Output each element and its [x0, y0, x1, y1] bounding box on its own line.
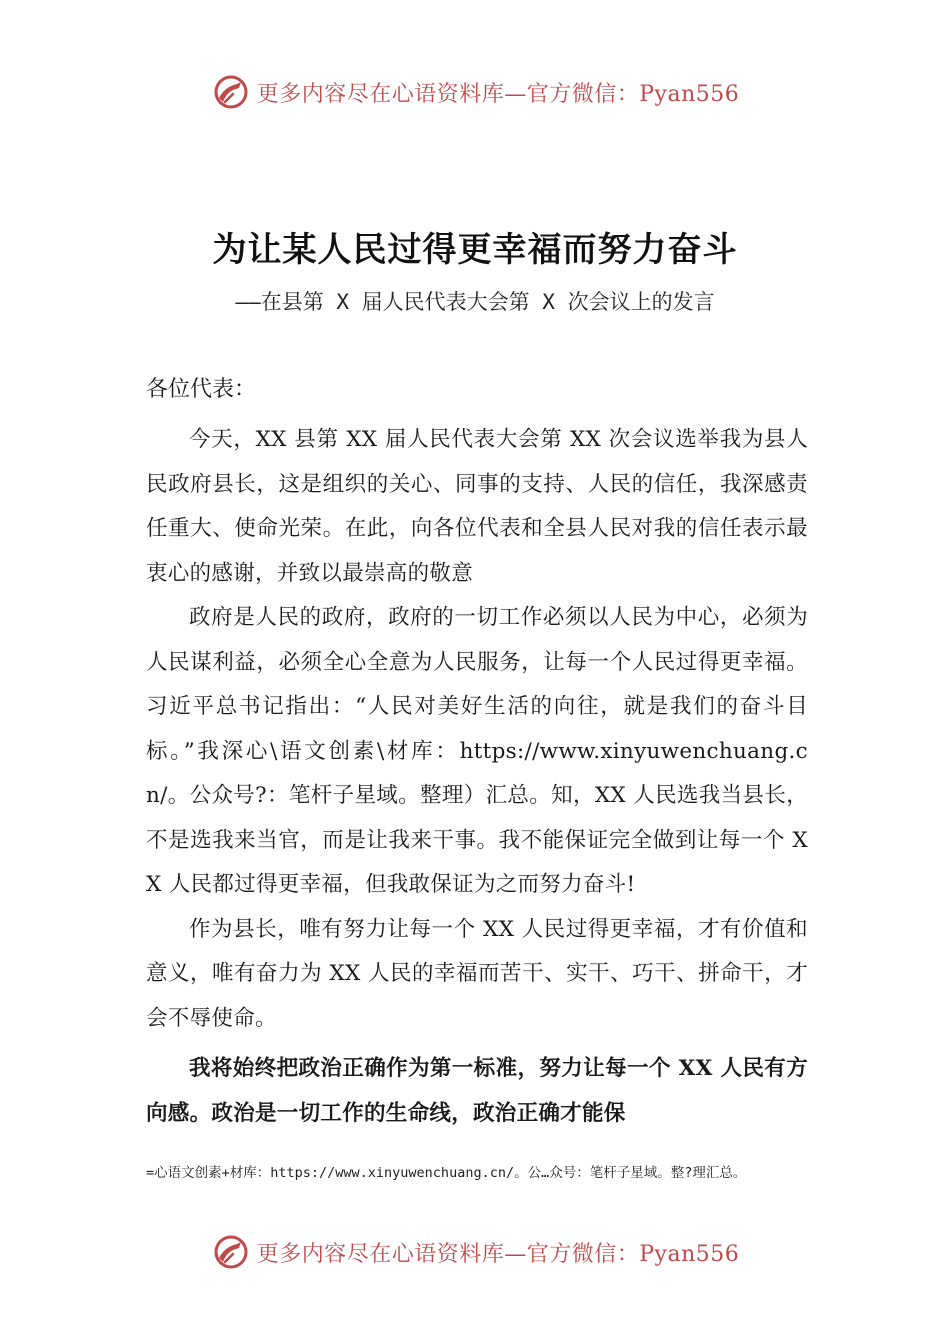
document-subtitle: ——在县第 X 届人民代表大会第 X 次会议上的发言 [235, 290, 715, 314]
document-body [146, 418, 808, 1136]
footnote: =心语文创素+材库：https://www.xinyuwenchuang.cn/。公…众号：笔杆子星域。整?理汇总。 [146, 1165, 747, 1181]
document-title: 为让某人民过得更幸福而努力奋斗 [212, 230, 738, 270]
paragraph: 政府是人民的政府，政府的一切工作必须以人民为中心，必须为人民谋利益，必须全心全意为人民服务，让每一个人民过得更幸福。习近平总书记指出：“人民对美好生活的向往，就是我们的奋斗目标。”我深心\语文创素\材库：https://www.xinyuwenchuang.cn/。公众号?：笔杆子星域。整理）汇总。知，XX 人民选我当县长，不是选我来当官，而是让我来干事。我不能保证完全做到让每一个 XX 人民都过得更幸福，但我敢保证为之而努力奋斗! [146, 605, 808, 897]
hand-logo-icon [211, 1232, 251, 1272]
header-watermark [0, 70, 950, 114]
watermark-text: 更多内容尽在心语资料库—官方微信：Pyan556 [256, 1241, 740, 1267]
hand-logo-icon [211, 72, 251, 112]
paragraph-bold: 我将始终把政治正确作为第一标准，努力让每一个 XX 人民有方向感。政治是一切工作的生命线，政治正确才能保 [146, 1056, 808, 1126]
paragraph: 今天，XX 县第 XX 届人民代表大会第 XX 次会议选举我为县人民政府县长，这是组织的关心、同事的支持、人民的信任，我深感责任重大、使命光荣。在此，向各位代表和全县人民对我的信任表示最衷心的感谢，并致以最崇高的敬意 [146, 427, 808, 586]
salutation: 各位代表： [146, 377, 257, 402]
paragraph: 作为县长，唯有努力让每一个 XX 人民过得更幸福，才有价值和意义，唯有奋力为 XX 人民的幸福而苦干、实干、巧干、拼命干，才会不辱使命。 [146, 916, 808, 1031]
watermark-text: 更多内容尽在心语资料库—官方微信：Pyan556 [256, 81, 740, 107]
footer-watermark [0, 1230, 950, 1274]
